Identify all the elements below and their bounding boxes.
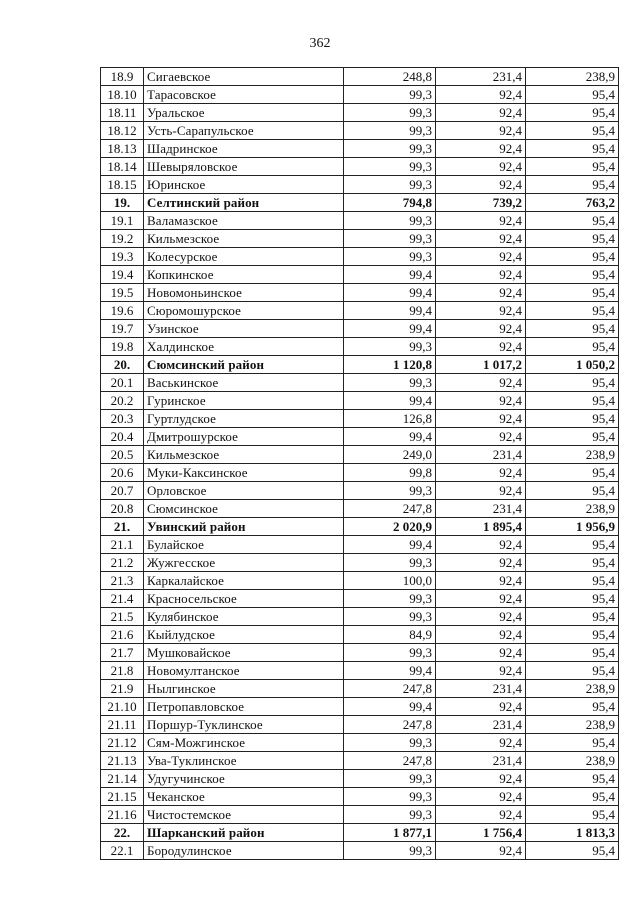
row-number-cell: 21.9 [101, 680, 144, 698]
row-number-cell: 21.12 [101, 734, 144, 752]
value-3-cell: 95,4 [526, 482, 619, 500]
row-number-cell: 20.5 [101, 446, 144, 464]
value-1-cell: 99,4 [344, 320, 436, 338]
table-row [101, 572, 619, 590]
value-1-cell: 100,0 [344, 572, 436, 590]
table-row [101, 140, 619, 158]
value-2-cell: 92,4 [436, 140, 526, 158]
value-3-cell: 238,9 [526, 716, 619, 734]
table-row [101, 68, 619, 86]
value-2-cell: 92,4 [436, 698, 526, 716]
value-2-cell: 92,4 [436, 572, 526, 590]
value-1-cell: 99,3 [344, 590, 436, 608]
table-row [101, 248, 619, 266]
value-3-cell: 95,4 [526, 554, 619, 572]
value-2-cell: 92,4 [436, 788, 526, 806]
value-2-cell: 92,4 [436, 608, 526, 626]
value-1-cell: 1 877,1 [344, 824, 436, 842]
value-2-cell: 739,2 [436, 194, 526, 212]
value-3-cell: 238,9 [526, 752, 619, 770]
value-2-cell: 231,4 [436, 680, 526, 698]
row-number-cell: 21.7 [101, 644, 144, 662]
row-name-cell: Петропавловское [144, 698, 344, 716]
value-1-cell: 247,8 [344, 680, 436, 698]
row-number-cell: 21.2 [101, 554, 144, 572]
row-number-cell: 18.9 [101, 68, 144, 86]
table-row [101, 446, 619, 464]
value-3-cell: 95,4 [526, 536, 619, 554]
row-name-cell: Сюмсинский район [144, 356, 344, 374]
value-2-cell: 92,4 [436, 410, 526, 428]
table-row [101, 122, 619, 140]
value-1-cell: 99,3 [344, 140, 436, 158]
table-row [101, 608, 619, 626]
value-3-cell: 95,4 [526, 644, 619, 662]
table-row [101, 302, 619, 320]
row-name-cell: Поршур-Туклинское [144, 716, 344, 734]
row-name-cell: Дмитрошурское [144, 428, 344, 446]
value-3-cell: 95,4 [526, 86, 619, 104]
table-row [101, 284, 619, 302]
district-row [101, 824, 619, 842]
row-name-cell: Шарканский район [144, 824, 344, 842]
row-number-cell: 19.4 [101, 266, 144, 284]
row-number-cell: 22.1 [101, 842, 144, 860]
table-row [101, 338, 619, 356]
table-row [101, 374, 619, 392]
row-number-cell: 21.15 [101, 788, 144, 806]
district-row [101, 518, 619, 536]
value-2-cell: 92,4 [436, 122, 526, 140]
table-row [101, 320, 619, 338]
row-name-cell: Кулябинское [144, 608, 344, 626]
value-2-cell: 92,4 [436, 302, 526, 320]
value-2-cell: 92,4 [436, 464, 526, 482]
value-2-cell: 92,4 [436, 662, 526, 680]
row-number-cell: 20.8 [101, 500, 144, 518]
value-3-cell: 95,4 [526, 176, 619, 194]
value-3-cell: 95,4 [526, 320, 619, 338]
table-row [101, 104, 619, 122]
value-3-cell: 1 050,2 [526, 356, 619, 374]
value-3-cell: 95,4 [526, 806, 619, 824]
table-row [101, 392, 619, 410]
value-1-cell: 99,4 [344, 302, 436, 320]
row-number-cell: 18.15 [101, 176, 144, 194]
value-1-cell: 1 120,8 [344, 356, 436, 374]
value-2-cell: 92,4 [436, 338, 526, 356]
value-1-cell: 84,9 [344, 626, 436, 644]
table-row [101, 410, 619, 428]
value-3-cell: 95,4 [526, 608, 619, 626]
value-3-cell: 95,4 [526, 338, 619, 356]
value-1-cell: 99,3 [344, 806, 436, 824]
table-row [101, 770, 619, 788]
row-number-cell: 21. [101, 518, 144, 536]
value-1-cell: 99,4 [344, 536, 436, 554]
row-number-cell: 19. [101, 194, 144, 212]
row-name-cell: Шадринское [144, 140, 344, 158]
row-name-cell: Тарасовское [144, 86, 344, 104]
row-name-cell: Бородулинское [144, 842, 344, 860]
value-3-cell: 95,4 [526, 842, 619, 860]
row-name-cell: Увинский район [144, 518, 344, 536]
value-3-cell: 238,9 [526, 68, 619, 86]
row-number-cell: 19.7 [101, 320, 144, 338]
value-3-cell: 95,4 [526, 284, 619, 302]
value-1-cell: 99,3 [344, 338, 436, 356]
value-2-cell: 92,4 [436, 842, 526, 860]
row-number-cell: 21.6 [101, 626, 144, 644]
value-1-cell: 247,8 [344, 500, 436, 518]
table-row [101, 806, 619, 824]
value-3-cell: 95,4 [526, 104, 619, 122]
table-row [101, 158, 619, 176]
value-2-cell: 231,4 [436, 752, 526, 770]
value-3-cell: 95,4 [526, 662, 619, 680]
value-1-cell: 794,8 [344, 194, 436, 212]
table-row [101, 698, 619, 716]
row-name-cell: Новомоньинское [144, 284, 344, 302]
value-3-cell: 95,4 [526, 158, 619, 176]
row-name-cell: Чистостемское [144, 806, 344, 824]
value-3-cell: 95,4 [526, 464, 619, 482]
value-2-cell: 92,4 [436, 536, 526, 554]
value-1-cell: 2 020,9 [344, 518, 436, 536]
row-name-cell: Юринское [144, 176, 344, 194]
value-2-cell: 92,4 [436, 266, 526, 284]
row-name-cell: Кильмезское [144, 230, 344, 248]
value-3-cell: 95,4 [526, 770, 619, 788]
row-number-cell: 20.2 [101, 392, 144, 410]
table-row [101, 464, 619, 482]
page-number: 362 [309, 36, 331, 51]
row-number-cell: 18.14 [101, 158, 144, 176]
table-row [101, 176, 619, 194]
value-3-cell: 763,2 [526, 194, 619, 212]
table-row [101, 734, 619, 752]
value-1-cell: 99,3 [344, 104, 436, 122]
value-2-cell: 1 017,2 [436, 356, 526, 374]
table-row [101, 788, 619, 806]
row-name-cell: Нылгинское [144, 680, 344, 698]
row-name-cell: Валамазское [144, 212, 344, 230]
value-2-cell: 92,4 [436, 482, 526, 500]
row-name-cell: Булайское [144, 536, 344, 554]
row-number-cell: 19.3 [101, 248, 144, 266]
row-number-cell: 21.10 [101, 698, 144, 716]
value-1-cell: 99,4 [344, 284, 436, 302]
row-number-cell: 18.13 [101, 140, 144, 158]
value-2-cell: 1 756,4 [436, 824, 526, 842]
table-row [101, 590, 619, 608]
row-name-cell: Селтинский район [144, 194, 344, 212]
row-name-cell: Удугучинское [144, 770, 344, 788]
value-3-cell: 1 956,9 [526, 518, 619, 536]
row-number-cell: 18.12 [101, 122, 144, 140]
value-1-cell: 99,3 [344, 230, 436, 248]
value-3-cell: 95,4 [526, 572, 619, 590]
value-1-cell: 99,3 [344, 770, 436, 788]
table-row [101, 662, 619, 680]
row-number-cell: 21.16 [101, 806, 144, 824]
table-row [101, 716, 619, 734]
row-name-cell: Гуртлудское [144, 410, 344, 428]
row-name-cell: Шевыряловское [144, 158, 344, 176]
value-3-cell: 95,4 [526, 734, 619, 752]
value-2-cell: 92,4 [436, 212, 526, 230]
value-3-cell: 95,4 [526, 590, 619, 608]
value-3-cell: 95,4 [526, 230, 619, 248]
value-2-cell: 92,4 [436, 644, 526, 662]
row-number-cell: 20. [101, 356, 144, 374]
value-2-cell: 231,4 [436, 716, 526, 734]
row-name-cell: Халдинское [144, 338, 344, 356]
value-3-cell: 95,4 [526, 248, 619, 266]
table-row [101, 752, 619, 770]
row-name-cell: Гуринское [144, 392, 344, 410]
row-name-cell: Красносельское [144, 590, 344, 608]
value-1-cell: 99,4 [344, 266, 436, 284]
value-2-cell: 1 895,4 [436, 518, 526, 536]
row-number-cell: 20.1 [101, 374, 144, 392]
row-number-cell: 19.5 [101, 284, 144, 302]
value-1-cell: 247,8 [344, 752, 436, 770]
row-number-cell: 20.3 [101, 410, 144, 428]
row-number-cell: 21.13 [101, 752, 144, 770]
row-number-cell: 19.6 [101, 302, 144, 320]
value-1-cell: 99,3 [344, 788, 436, 806]
value-3-cell: 95,4 [526, 698, 619, 716]
value-2-cell: 92,4 [436, 284, 526, 302]
value-1-cell: 126,8 [344, 410, 436, 428]
row-name-cell: Кильмезское [144, 446, 344, 464]
value-2-cell: 92,4 [436, 392, 526, 410]
value-2-cell: 231,4 [436, 68, 526, 86]
row-name-cell: Орловское [144, 482, 344, 500]
value-2-cell: 92,4 [436, 86, 526, 104]
row-name-cell: Муки-Каксинское [144, 464, 344, 482]
value-1-cell: 99,3 [344, 482, 436, 500]
row-name-cell: Сюмсинское [144, 500, 344, 518]
value-3-cell: 238,9 [526, 680, 619, 698]
value-2-cell: 92,4 [436, 158, 526, 176]
row-name-cell: Копкинское [144, 266, 344, 284]
value-3-cell: 95,4 [526, 392, 619, 410]
row-number-cell: 20.6 [101, 464, 144, 482]
row-number-cell: 21.5 [101, 608, 144, 626]
value-1-cell: 99,3 [344, 248, 436, 266]
row-name-cell: Усть-Сарапульское [144, 122, 344, 140]
value-2-cell: 92,4 [436, 428, 526, 446]
row-name-cell: Сям-Можгинское [144, 734, 344, 752]
value-1-cell: 99,4 [344, 392, 436, 410]
value-2-cell: 92,4 [436, 104, 526, 122]
value-1-cell: 99,3 [344, 608, 436, 626]
row-name-cell: Уральское [144, 104, 344, 122]
value-3-cell: 95,4 [526, 374, 619, 392]
value-1-cell: 99,3 [344, 158, 436, 176]
value-2-cell: 92,4 [436, 770, 526, 788]
row-number-cell: 21.14 [101, 770, 144, 788]
value-2-cell: 92,4 [436, 248, 526, 266]
row-number-cell: 21.8 [101, 662, 144, 680]
table-row [101, 842, 619, 860]
row-name-cell: Кыйлудское [144, 626, 344, 644]
row-name-cell: Колесурское [144, 248, 344, 266]
row-number-cell: 21.3 [101, 572, 144, 590]
row-number-cell: 21.1 [101, 536, 144, 554]
value-3-cell: 95,4 [526, 140, 619, 158]
value-1-cell: 249,0 [344, 446, 436, 464]
value-3-cell: 238,9 [526, 446, 619, 464]
value-1-cell: 99,3 [344, 86, 436, 104]
row-name-cell: Узинское [144, 320, 344, 338]
row-number-cell: 20.4 [101, 428, 144, 446]
value-2-cell: 92,4 [436, 176, 526, 194]
value-1-cell: 247,8 [344, 716, 436, 734]
table-body [101, 68, 619, 860]
row-name-cell: Ува-Туклинское [144, 752, 344, 770]
row-number-cell: 19.1 [101, 212, 144, 230]
value-1-cell: 99,3 [344, 734, 436, 752]
value-2-cell: 231,4 [436, 500, 526, 518]
row-number-cell: 22. [101, 824, 144, 842]
table-row [101, 86, 619, 104]
row-number-cell: 21.4 [101, 590, 144, 608]
value-3-cell: 95,4 [526, 410, 619, 428]
value-1-cell: 99,3 [344, 374, 436, 392]
table-row [101, 536, 619, 554]
value-2-cell: 92,4 [436, 590, 526, 608]
table-row [101, 500, 619, 518]
value-2-cell: 92,4 [436, 320, 526, 338]
row-name-cell: Сюромошурское [144, 302, 344, 320]
table-row [101, 644, 619, 662]
value-2-cell: 92,4 [436, 230, 526, 248]
value-3-cell: 95,4 [526, 302, 619, 320]
table-row [101, 554, 619, 572]
value-3-cell: 95,4 [526, 212, 619, 230]
row-name-cell: Мушковайское [144, 644, 344, 662]
value-1-cell: 99,4 [344, 698, 436, 716]
row-number-cell: 18.11 [101, 104, 144, 122]
value-2-cell: 92,4 [436, 806, 526, 824]
table-row [101, 266, 619, 284]
table-row [101, 212, 619, 230]
district-row [101, 194, 619, 212]
value-1-cell: 99,3 [344, 842, 436, 860]
value-1-cell: 99,4 [344, 662, 436, 680]
row-name-cell: Каркалайское [144, 572, 344, 590]
value-2-cell: 92,4 [436, 374, 526, 392]
table-row [101, 482, 619, 500]
value-2-cell: 92,4 [436, 626, 526, 644]
row-name-cell: Чеканское [144, 788, 344, 806]
value-3-cell: 95,4 [526, 428, 619, 446]
table-row [101, 230, 619, 248]
budget-table [100, 67, 619, 860]
row-name-cell: Сигаевское [144, 68, 344, 86]
value-3-cell: 95,4 [526, 626, 619, 644]
value-1-cell: 99,8 [344, 464, 436, 482]
value-1-cell: 99,3 [344, 554, 436, 572]
value-3-cell: 1 813,3 [526, 824, 619, 842]
value-3-cell: 238,9 [526, 500, 619, 518]
row-number-cell: 19.2 [101, 230, 144, 248]
value-3-cell: 95,4 [526, 788, 619, 806]
value-1-cell: 99,3 [344, 122, 436, 140]
row-number-cell: 19.8 [101, 338, 144, 356]
table-row [101, 680, 619, 698]
value-1-cell: 99,4 [344, 428, 436, 446]
row-number-cell: 18.10 [101, 86, 144, 104]
district-row [101, 356, 619, 374]
value-1-cell: 99,3 [344, 176, 436, 194]
row-number-cell: 20.7 [101, 482, 144, 500]
row-name-cell: Новомултанское [144, 662, 344, 680]
row-name-cell: Жужгесское [144, 554, 344, 572]
value-3-cell: 95,4 [526, 266, 619, 284]
value-1-cell: 99,3 [344, 212, 436, 230]
table-row [101, 428, 619, 446]
value-2-cell: 231,4 [436, 446, 526, 464]
row-name-cell: Васькинское [144, 374, 344, 392]
value-2-cell: 92,4 [436, 554, 526, 572]
value-2-cell: 92,4 [436, 734, 526, 752]
row-number-cell: 21.11 [101, 716, 144, 734]
value-1-cell: 99,3 [344, 644, 436, 662]
value-3-cell: 95,4 [526, 122, 619, 140]
value-1-cell: 248,8 [344, 68, 436, 86]
table-row [101, 626, 619, 644]
